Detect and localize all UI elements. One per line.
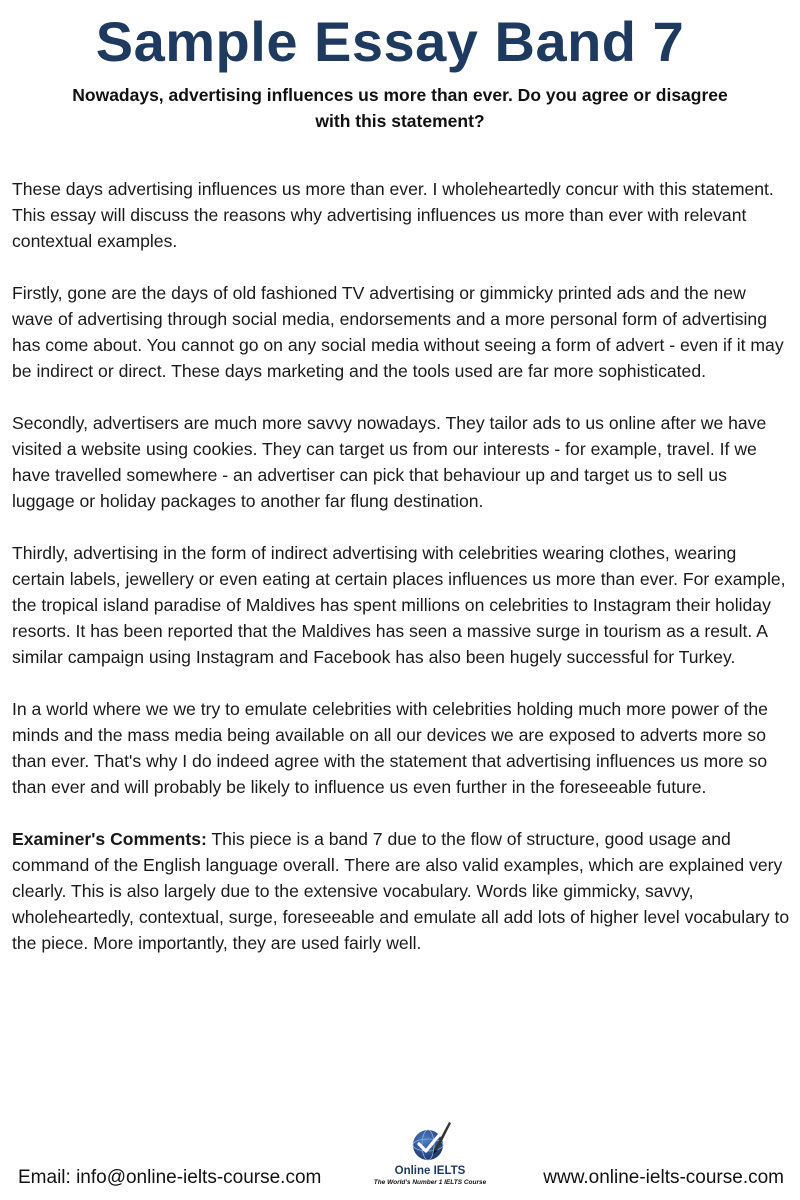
- essay-question-line-1: Nowadays, advertising influences us more than ever. Do you agree or disagree: [72, 85, 728, 105]
- logo-name: Online IELTS: [394, 1165, 466, 1177]
- footer-email[interactable]: Email: info@online-ielts-course.com: [18, 1167, 322, 1188]
- essay-question: [40, 82, 760, 134]
- examiner-comments-text: This piece is a band 7 due to the flow of structure, good usage and command of the English language overall. There are also valid examples, which are explained very clearly. This is also largely due to the extensive vocabulary. Words like gimmicky, savvy, wholeheartedly, contextual, surge, foreseeable and emulate all add lots of higher level vocabulary to the piece. More importantly, they are used fairly well.: [12, 829, 790, 953]
- globe-checkmark-pen-icon: [406, 1120, 454, 1164]
- essay-paragraph-thirdly: Thirdly, advertising in the form of indirect advertising with celebrities wearing clothes, wearing certain labels, jewellery or even eating at certain places influences us more than ever. For example, the tropical island paradise of Maldives has spent millions on celebrities to Instagram their holiday resorts. It has been reported that the Maldives has seen a massive surge in tourism as a result. A similar campaign using Instagram and Facebook has also been hugely successful for Turkey.: [12, 543, 786, 667]
- essay-paragraph-firstly: Firstly, gone are the days of old fashioned TV advertising or gimmicky printed ads and the new wave of advertising through social media, endorsements and a more personal form of advertising has come about. You cannot go on any social media without seeing a form of advert - even if it may be indirect or direct. These days marketing and the tools used are far more sophisticated.: [12, 283, 784, 381]
- online-ielts-logo: [372, 1120, 488, 1200]
- essay-paragraph-conclusion: In a world where we we try to emulate celebrities with celebrities holding much more power of the minds and the mass media being available on all our devices we are exposed to adverts more so than ever. That's why I do indeed agree with the statement that advertising influences us more so than ever and will probably be likely to influence us even further in the foreseeable future.: [12, 699, 768, 797]
- essay-body: [12, 176, 790, 956]
- examiner-comments-label: Examiner's Comments:: [12, 829, 207, 849]
- examiner-comments: [12, 826, 790, 956]
- page-title: Sample Essay Band 7: [95, 10, 685, 73]
- essay-question-line-2: with this statement?: [315, 111, 485, 131]
- essay-paragraph-intro: These days advertising influences us more than ever. I wholeheartedly concur with this statement. This essay will discuss the reasons why advertising influences us more than ever with relevant contextual examples.: [12, 179, 774, 251]
- footer-website-link[interactable]: www.online-ielts-course.com: [543, 1167, 784, 1188]
- footer: [0, 1120, 800, 1200]
- logo-tagline: The World's Number 1 IELTS Course: [373, 1179, 487, 1186]
- essay-paragraph-secondly: Secondly, advertisers are much more savvy nowadays. They tailor ads to us online after we have visited a website using cookies. They can target us from our interests - for example, travel. If we have travelled somewhere - an advertiser can pick that behaviour up and target us to sell us luggage or holiday packages to another far flung destination.: [12, 413, 767, 511]
